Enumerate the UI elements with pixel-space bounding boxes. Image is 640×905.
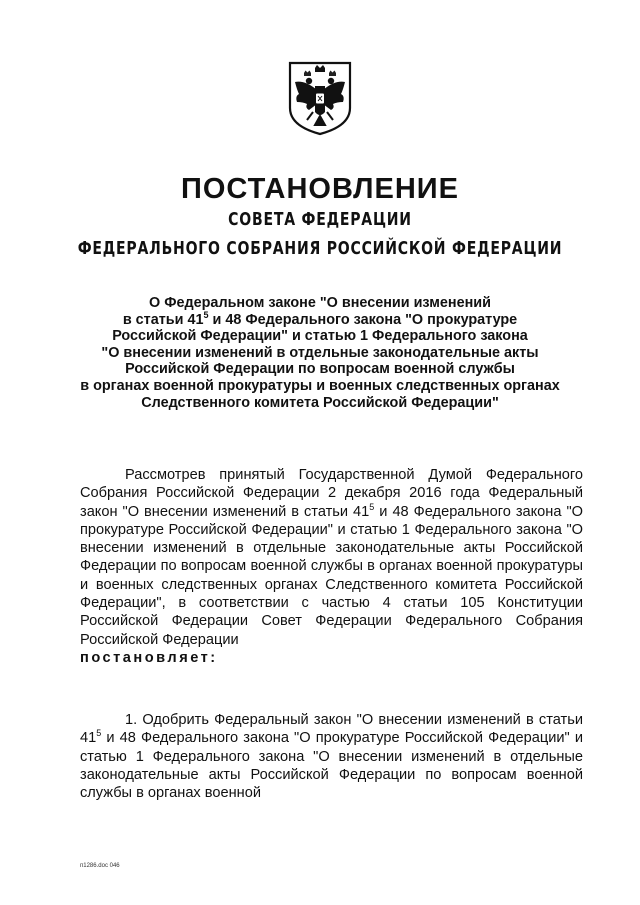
- heading-line: О Федеральном законе "О внесении изменений: [149, 295, 491, 311]
- document-title: ПОСТАНОВЛЕНИЕ: [181, 173, 459, 205]
- document-subtitle-assembly: ФЕДЕРАЛЬНОГО СОБРАНИЯ РОССИЙСКОЙ ФЕДЕРАЦИИ: [77, 238, 563, 259]
- body-paragraph-clause-1: 1. Одобрить Федеральный закон "О внесении изменений в статьи $41^5$ и 48 Федерального закона "О прокуратуре Российской Федерации" и статью 1 Федерального закона "О внесении изменений в отдельные законодательные акты Российской Федерации по вопросам военной службы в органах военной: [80, 712, 583, 802]
- heading-line: Российской Федерации" и статью 1 Федерального закона: [112, 328, 528, 345]
- resolution-heading: [60, 295, 580, 411]
- document-subtitle-council: СОВЕТА ФЕДЕРАЦИИ: [228, 209, 412, 230]
- heading-line: в органах военной прокуратуры и военных следственных органах: [80, 377, 560, 394]
- heading-line: Российской Федерации по вопросам военной службы: [125, 361, 515, 378]
- coat-of-arms-icon: [287, 60, 353, 136]
- file-reference: п1286.doc 046: [80, 863, 120, 869]
- heading-line: Следственного комитета Российской Федерации": [141, 394, 499, 411]
- resolves-keyword: постановляет:: [80, 649, 218, 666]
- heading-line: "О внесении изменений в отдельные законодательные акты: [101, 344, 539, 361]
- heading-line: в статьи $41^5$ и 48 Федерального закона "О прокуратуре: [122, 309, 518, 328]
- body-paragraph-preamble: Рассмотрев принятый Государственной Думой Федерального Собрания Российской Федерации 2 декабря 2016 года Федеральный закон "О внесении изменений в статьи $41^5$ и 48 Федерального закона "О прокуратуре Российской Федерации" и статью 1 Федерального закона "О внесении изменений в отдельные законодательные акты Российской Федерации по вопросам военной службы в органах военной прокуратуры и военных следственных органах Следственного комитета Российской Федерации", в соответствии с частью 4 статьи 105 Конституции Российской Федерации Совет Федерации Федерального Собрания Российской Федерации постановляет:: [80, 467, 583, 666]
